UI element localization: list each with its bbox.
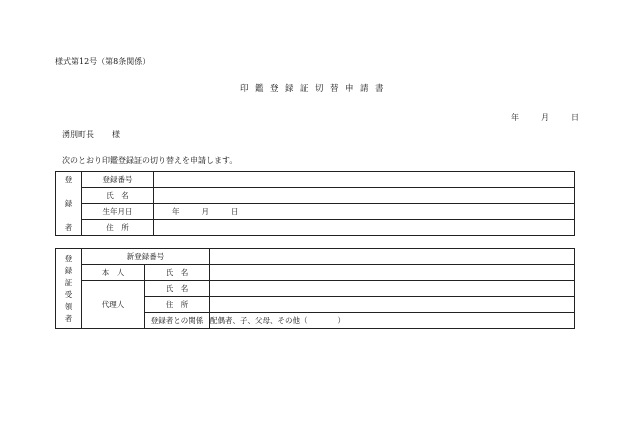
- new-number-label: 新登録番号: [82, 249, 210, 265]
- registrant-side-label: 登 録 者: [56, 172, 82, 236]
- document-title: 印鑑登録証切替申請書: [239, 84, 390, 94]
- addressee: [62, 129, 120, 140]
- date-month-label: 月: [541, 113, 549, 122]
- recipient-side-label: 登 録 証 受 領 者: [56, 249, 82, 329]
- proxy-name-field[interactable]: [210, 281, 575, 297]
- birth-month-label: 月: [201, 207, 209, 216]
- name-label: 氏 名: [82, 188, 154, 204]
- reg-number-field[interactable]: [154, 172, 575, 188]
- registrant-table: [55, 171, 575, 236]
- date-day-label: 日: [571, 113, 579, 122]
- self-name-label: 氏 名: [145, 265, 210, 281]
- birth-year-label: 年: [172, 207, 180, 216]
- relation-label: 登録者との関係: [145, 313, 210, 329]
- new-number-field[interactable]: [210, 249, 575, 265]
- recipient-table: [55, 248, 575, 329]
- name-field[interactable]: [154, 188, 575, 204]
- reg-number-label: 登録番号: [82, 172, 154, 188]
- birth-field[interactable]: [154, 204, 575, 220]
- address-field[interactable]: [154, 220, 575, 236]
- proxy-address-field[interactable]: [210, 297, 575, 313]
- relation-field[interactable]: 配偶者、子、父母、その他（ ）: [210, 313, 575, 329]
- self-name-field[interactable]: [210, 265, 575, 281]
- proxy-name-label: 氏 名: [145, 281, 210, 297]
- birth-day-label: 日: [231, 207, 239, 216]
- self-label: 本 人: [82, 265, 145, 281]
- birth-label: 生年月日: [82, 204, 154, 220]
- date-year-label: 年: [511, 113, 519, 122]
- intro-text: 次のとおり印鑑登録証の切り替えを申請します。: [62, 156, 238, 165]
- proxy-label: 代理人: [82, 281, 145, 329]
- addressee-suffix: 様: [112, 130, 120, 139]
- address-label: 住 所: [82, 220, 154, 236]
- addressee-name: 湧別町長: [62, 130, 94, 139]
- form-number: 様式第12号（第8条関係）: [55, 57, 151, 66]
- proxy-address-label: 住 所: [145, 297, 210, 313]
- date-line: [511, 112, 579, 123]
